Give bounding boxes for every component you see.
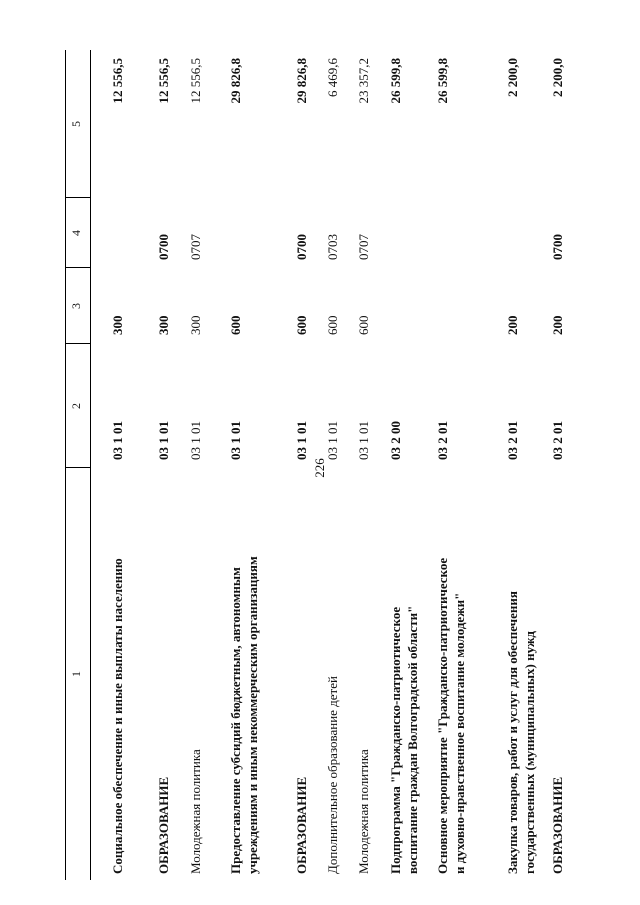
page-number: 226	[312, 458, 327, 478]
row-amount: 12 556,5	[156, 58, 171, 104]
row-target-code: 03 2 01	[505, 421, 520, 460]
row-target-code: 03 2 01	[550, 421, 565, 460]
row-name-line: Молодежная политика	[356, 749, 371, 874]
row-name-line: ОБРАЗОВАНИЕ	[156, 776, 171, 874]
row-target-code: 03 1 01	[188, 421, 203, 460]
row-target-code: 03 1 01	[356, 421, 371, 460]
row-name-line: ОБРАЗОВАНИЕ	[550, 776, 565, 874]
row-name-line: Молодежная политика	[188, 749, 203, 874]
row-target-code: 03 2 00	[388, 421, 403, 460]
row-expense-type: 200	[550, 315, 565, 335]
row-name-line: Дополнительное образование детей	[325, 676, 340, 874]
row-amount: 12 556,5	[110, 58, 125, 104]
row-target-code: 03 1 01	[110, 421, 125, 460]
column-header-2: 2	[69, 403, 83, 409]
row-name-line: воспитание граждан Волгоградской области"	[405, 605, 420, 874]
row-expense-type: 300	[188, 315, 203, 335]
row-section-code: 0707	[356, 234, 371, 260]
budget-table	[65, 50, 565, 880]
column-header-1: 1	[69, 671, 83, 677]
column-header-3: 3	[69, 303, 83, 309]
row-amount: 23 357,2	[356, 58, 371, 104]
column-header-5: 5	[69, 121, 83, 127]
row-target-code: 03 1 01	[325, 421, 340, 460]
row-expense-type: 600	[325, 315, 340, 335]
row-target-code: 03 1 01	[294, 421, 309, 460]
row-section-code: 0700	[550, 234, 565, 260]
row-section-code: 0700	[156, 234, 171, 260]
row-name-line: Социальное обеспечение и иные выплаты населению	[110, 558, 125, 874]
row-expense-type: 300	[156, 315, 171, 335]
row-name-line: ОБРАЗОВАНИЕ	[294, 776, 309, 874]
row-target-code: 03 1 01	[228, 421, 243, 460]
row-amount: 2 200,0	[550, 58, 565, 97]
row-section-code: 0707	[188, 234, 203, 260]
row-target-code: 03 2 01	[435, 421, 450, 460]
row-expense-type: 600	[228, 315, 243, 335]
row-amount: 2 200,0	[505, 58, 520, 97]
row-target-code: 03 1 01	[156, 421, 171, 460]
row-amount: 6 469,6	[325, 58, 340, 97]
row-name-line: Подпрограмма "Гражданско-патриотическое	[388, 606, 403, 874]
row-name-line: государственных (муниципальных) нужд	[522, 631, 537, 874]
row-expense-type: 600	[356, 315, 371, 335]
column-header-4: 4	[69, 230, 83, 236]
row-expense-type: 600	[294, 315, 309, 335]
row-name-line: Предоставление субсидий бюджетным, автономным	[228, 567, 243, 874]
row-amount: 26 599,8	[435, 58, 450, 104]
row-name-line: учреждениям и иным некоммерческим организациям	[245, 556, 260, 874]
row-name-line: Основное мероприятие "Гражданско-патриотическое	[435, 557, 450, 874]
row-amount: 26 599,8	[388, 58, 403, 104]
row-name-line: и духовно-нравственное воспитание молодежи"	[452, 592, 467, 874]
row-amount: 29 826,8	[228, 58, 243, 104]
row-section-code: 0700	[294, 234, 309, 260]
row-expense-type: 200	[505, 315, 520, 335]
header-bottom-border	[90, 50, 91, 880]
row-amount: 12 556,5	[188, 58, 203, 104]
row-name-line: Закупка товаров, работ и услуг для обеспечения	[505, 591, 520, 874]
row-section-code: 0703	[325, 234, 340, 260]
row-expense-type: 300	[110, 315, 125, 335]
table-top-border	[65, 50, 66, 880]
row-amount: 29 826,8	[294, 58, 309, 104]
